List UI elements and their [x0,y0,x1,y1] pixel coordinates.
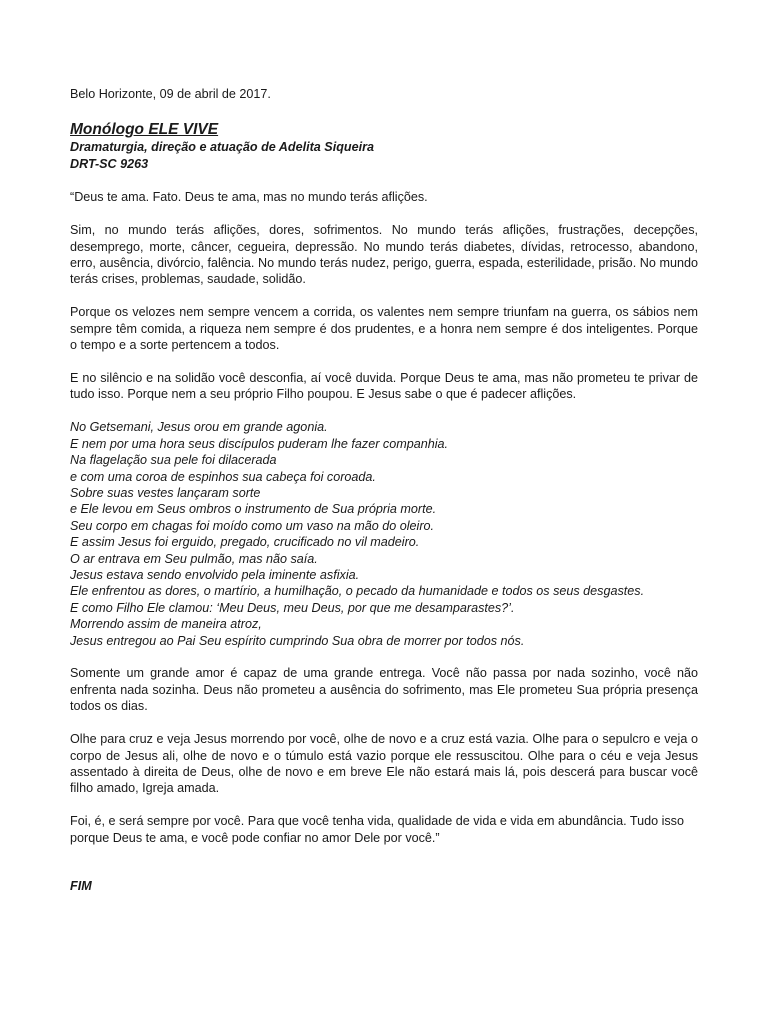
paragraph-afflictions: Sim, no mundo terás aflições, dores, sofrimentos. No mundo terás aflições, frustrações, decepções, desemprego, morte, câncer, cegueira, depressão. No mundo terás diabetes, dívidas, retrocesso, abandono, erro, ausência, divórcio, falência. No mundo terás nudez, perigo, guerra, espada, esterilidade, prisão. No mundo terás crises, problemas, saudade, solidão. [70,223,698,287]
poem-line: Seu corpo em chagas foi moído como um vaso na mão do oleiro. [70,518,435,533]
paragraph-great-love: Somente um grande amor é capaz de uma grande entrega. Você não passa por nada sozinho, você não enfrenta nada sozinha. Deus não prometeu a ausência do sofrimento, mas Ele prometeu Sua própria presença todos os dias. [70,666,698,714]
date-line: Belo Horizonte, 09 de abril de 2017. [70,87,271,101]
poem-line: e Ele levou em Seus ombros o instrumento de Sua própria morte. [70,502,437,517]
poem-line: e com uma coroa de espinhos sua cabeça foi coroada. [70,469,376,484]
poem-line: O ar entrava em Seu pulmão, mas não saía. [70,551,318,566]
poem-line: No Getsemani, Jesus orou em grande agonia. [70,420,328,435]
poem-block [70,419,698,649]
paragraph-conclusion: Foi, é, e será sempre por você. Para que você tenha vida, qualidade de vida e vida em abundância. Tudo isso porque Deus te ama, e você pode confiar no amor Dele por você.” [70,814,684,845]
poem-line: E assim Jesus foi erguido, pregado, crucificado no vil madeiro. [70,535,420,550]
credits-line: Dramaturgia, direção e atuação de Adelita Siqueira [70,140,374,155]
poem-line: Na flagelação sua pele foi dilacerada [70,453,277,468]
end-marker: FIM [70,879,92,894]
registration-number: DRT-SC 9263 [70,156,149,171]
monologue-title: Monólogo ELE VIVE [70,121,219,139]
poem-line: E nem por uma hora seus discípulos puderam lhe fazer companhia. [70,436,449,451]
paragraph-time-and-chance: Porque os velozes nem sempre vencem a corrida, os valentes nem sempre triunfam na guerra, os sábios nem sempre têm comida, a riqueza nem sempre é dos prudentes, e a honra nem sempre é dos inteligentes. Porque o tempo e a sorte pertencem a todos. [70,305,698,353]
poem-line: Morrendo assim de maneira atroz, [70,617,262,632]
poem-line: Ele enfrentou as dores, o martírio, a humilhação, o pecado da humanidade e todos os seus desgastes. [70,584,645,599]
paragraph-look-at-cross: Olhe para cruz e veja Jesus morrendo por você, olhe de novo e a cruz está vazia. Olhe para o sepulcro e veja o corpo de Jesus ali, olhe de novo e o túmulo está vazio porque ele ressuscitou. Olhe para o céu e veja Jesus assentado à direita de Deus, olhe de novo e em breve Ele não estará mais lá, pois descerá para buscar você filho amado, Igreja amada. [70,732,698,796]
paragraph-silence: E no silêncio e na solidão você desconfia, aí você duvida. Porque Deus te ama, mas não prometeu te privar de tudo isso. Porque nem a seu próprio Filho poupou. E Jesus sabe o que é padecer aflições. [70,370,698,402]
paragraph-opening: “Deus te ama. Fato. Deus te ama, mas no mundo terás aflições. [70,190,428,205]
poem-line: Jesus entregou ao Pai Seu espírito cumprindo Sua obra de morrer por todos nós. [70,633,525,648]
poem-line: Sobre suas vestes lançaram sorte [70,485,261,500]
poem-line: Jesus estava sendo envolvido pela iminente asfixia. [70,567,360,582]
poem-line: E como Filho Ele clamou: ‘Meu Deus, meu Deus, por que me desamparastes?’. [70,600,515,615]
